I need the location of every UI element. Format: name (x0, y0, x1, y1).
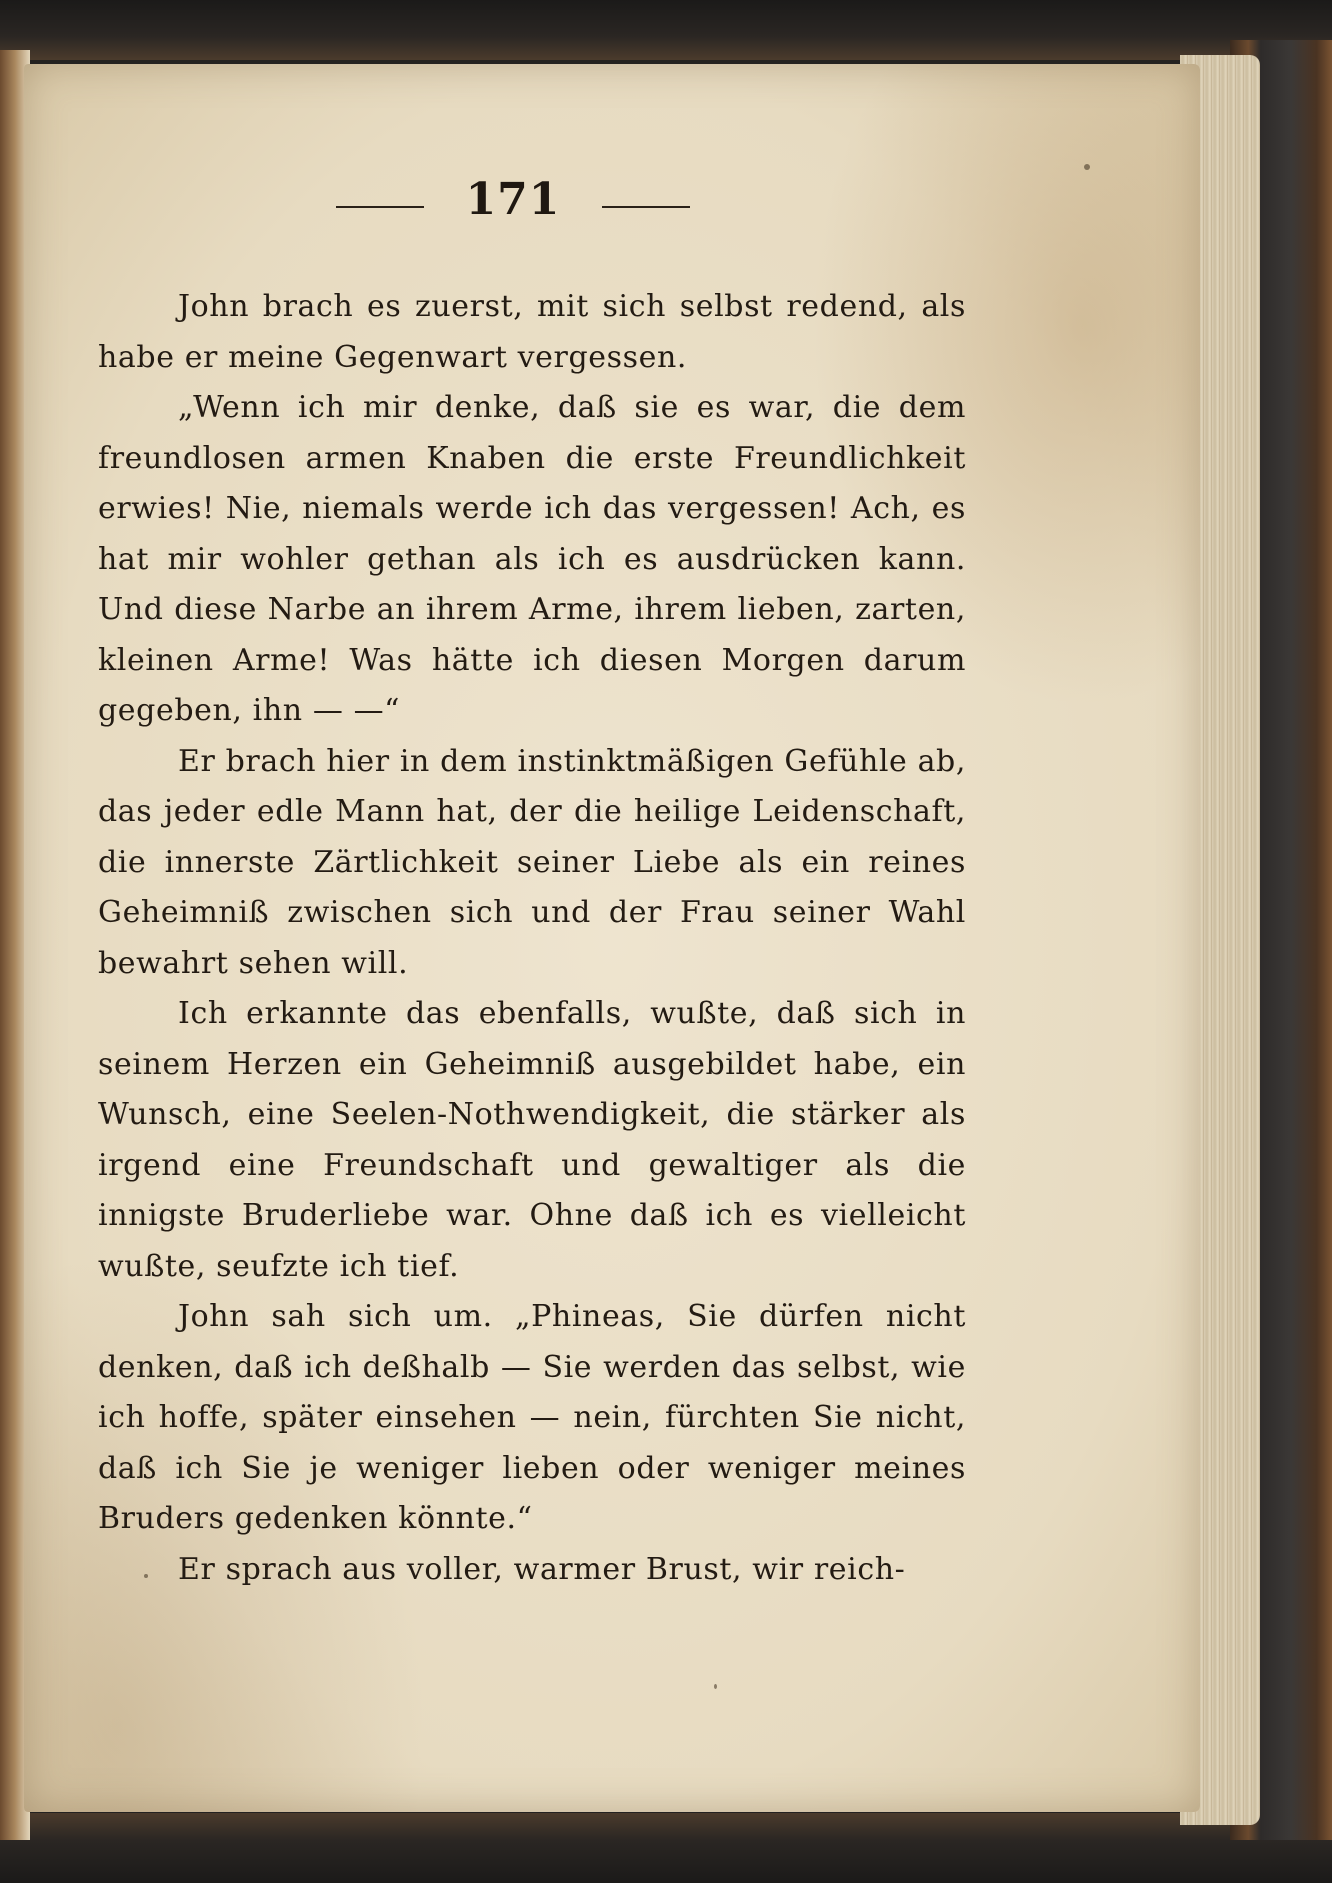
header-rule-left (336, 206, 424, 208)
paper-speck (1084, 164, 1090, 170)
paragraph-1: John brach es zuerst, mit sich selbst redend, als habe er meine Gegenwart vergessen. (98, 289, 966, 375)
paragraph-3: Er brach hier in dem instinktmäßigen Gefühle ab, das jeder edle Mann hat, der die heilige Leidenschaft, die innerste Zärtlichkeit seiner Liebe als ein reines Geheimniß zwischen sich und der Frau seiner Wahl bewahrt sehen will. (98, 743, 966, 981)
page-body (98, 282, 966, 1595)
paragraph-6: Er sprach aus voller, warmer Brust, wir reich- (178, 1551, 906, 1587)
paragraph-2: „Wenn ich mir denke, daß sie es war, die dem freundlosen armen Knaben die erste Freundlichkeit erwies! Nie, niemals werde ich das vergessen! Ach, es hat mir wohler gethan als ich es ausdrücken kann. Und diese Narbe an ihrem Arme, ihrem lieben, zarten, kleinen Arme! Was hätte ich diesen Morgen darum gegeben, ihn — —“ (98, 390, 966, 728)
paragraph-5: John sah sich um. „Phineas, Sie dürfen nicht denken, daß ich deßhalb — Sie werden das selbst, wie ich hoffe, später einsehen — nein, fürchten Sie nicht, daß ich Sie je weniger lieben oder weniger meines Bruders gedenken könnte.“ (98, 1299, 966, 1536)
paper-speck (714, 1684, 717, 1689)
book-page (24, 64, 1200, 1812)
book-cover-top (0, 0, 1332, 60)
page-header (24, 174, 1200, 234)
paper-speck (144, 1574, 148, 1578)
paragraph-4: Ich erkannte das ebenfalls, wußte, daß sich in seinem Herzen ein Geheimniß ausgebildet habe, ein Wunsch, eine Seelen-Nothwendigkeit, die stärker als irgend eine Freundschaft und gewaltiger als die innigste Bruderliebe war. Ohne daß ich es vielleicht wußte, seufzte ich tief. (98, 996, 966, 1284)
header-rule-right (602, 206, 690, 208)
book-cover-bottom (0, 1813, 1332, 1883)
page-number: 171 (465, 174, 561, 225)
